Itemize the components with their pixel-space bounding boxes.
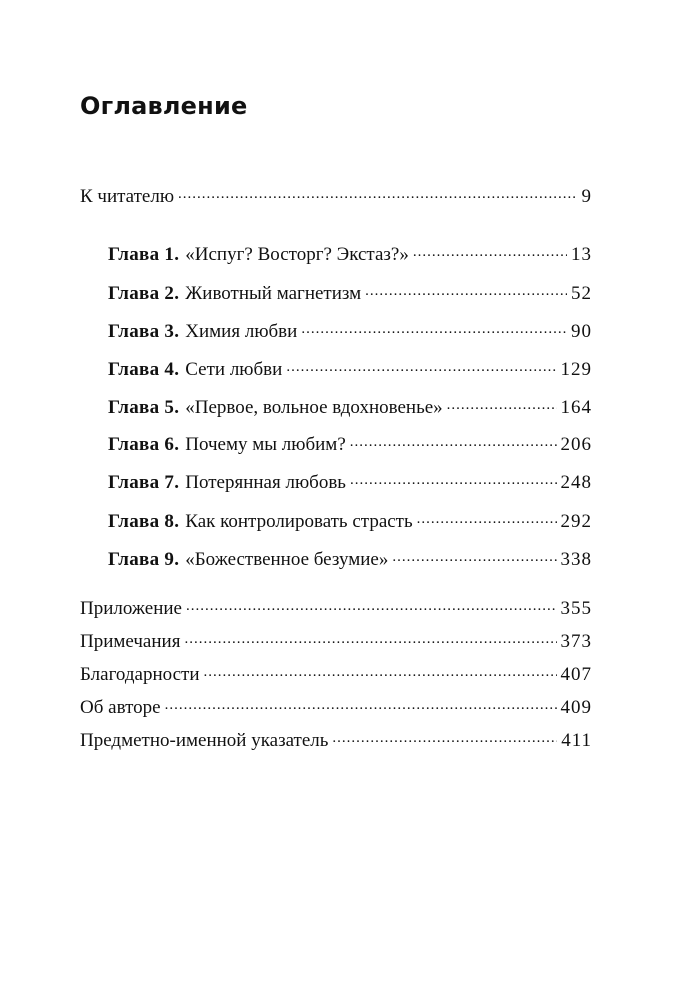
toc-entry-page: 90: [571, 321, 592, 342]
toc-entry-page: 411: [561, 730, 592, 751]
toc-entry-page: 407: [560, 664, 592, 685]
toc-entry-title: Как контролировать страсть: [185, 511, 413, 532]
toc-entry-title: «Испуг? Восторг? Экстаз?»: [185, 244, 409, 265]
dot-leader: [417, 508, 557, 527]
dot-leader: [413, 241, 567, 260]
dot-leader: [186, 595, 557, 614]
toc-entry-title: Благодарности: [80, 664, 200, 685]
toc-entry-chapter-3[interactable]: [108, 318, 592, 344]
dot-leader: [350, 469, 557, 488]
toc-entry-chapter-7[interactable]: [108, 469, 592, 495]
toc-entry-chapter-5[interactable]: [108, 394, 592, 420]
toc-entry-title: Примечания: [80, 631, 181, 652]
toc-entry-title: К читателю: [80, 186, 175, 207]
dot-leader: [301, 318, 567, 337]
chapter-label: Глава 3.: [108, 321, 180, 342]
toc-entry-page: 373: [560, 631, 592, 652]
toc-entry-title: Химия любви: [185, 321, 298, 342]
dot-leader: [350, 431, 557, 450]
toc-entry-page: 129: [560, 359, 592, 380]
toc-entry-title: Предметно-именной указатель: [80, 730, 329, 751]
chapter-label: Глава 9.: [108, 549, 180, 570]
toc-entry-chapter-6[interactable]: [108, 431, 592, 457]
toc-entry-page: 409: [560, 697, 592, 718]
dot-leader: [165, 694, 557, 713]
chapter-label: Глава 7.: [108, 472, 180, 493]
toc-entry-title: «Божественное безумие»: [185, 549, 389, 570]
toc-entry-page: 355: [560, 598, 592, 619]
toc-entry-about-author[interactable]: [80, 694, 592, 720]
toc-entry-page: 206: [560, 434, 592, 455]
toc-entry-chapter-9[interactable]: [108, 546, 592, 572]
toc-entry-chapter-4[interactable]: [108, 356, 592, 382]
toc-entry-page: 338: [560, 549, 592, 570]
dot-leader: [365, 280, 567, 299]
page-title: Оглавление: [80, 92, 248, 120]
toc-entry-page: 292: [560, 511, 592, 532]
chapter-label: Глава 8.: [108, 511, 180, 532]
dot-leader: [447, 394, 557, 413]
toc-entry-title: Животный магнетизм: [185, 283, 362, 304]
toc-entry-page: 164: [560, 397, 592, 418]
chapter-label: Глава 5.: [108, 397, 180, 418]
toc-entry-acknowledgements[interactable]: [80, 661, 592, 687]
toc-entry-title: «Первое, вольное вдохновенье»: [185, 397, 443, 418]
chapter-label: Глава 2.: [108, 283, 180, 304]
chapter-label: Глава 1.: [108, 244, 180, 265]
dot-leader: [184, 628, 556, 647]
toc-entry-chapter-2[interactable]: [108, 280, 592, 306]
dot-leader: [332, 727, 557, 746]
toc-entry-page: 52: [571, 283, 592, 304]
toc-entry-title: Об авторе: [80, 697, 161, 718]
toc-entry-index[interactable]: [80, 727, 592, 753]
toc-entry-chapter-1[interactable]: [108, 241, 592, 267]
toc-entry-title: Потерянная любовь: [185, 472, 346, 493]
toc-entry-page: 9: [581, 186, 592, 207]
toc-entry-title: Приложение: [80, 598, 182, 619]
toc-entry-notes[interactable]: [80, 628, 592, 654]
chapter-label: Глава 4.: [108, 359, 180, 380]
toc-entry-title: Сети любви: [185, 359, 283, 380]
dot-leader: [286, 356, 556, 375]
dot-leader: [392, 546, 556, 565]
toc-entry-title: Почему мы любим?: [185, 434, 346, 455]
dot-leader: [204, 661, 557, 680]
toc-entry-page: 248: [560, 472, 592, 493]
toc-entry-to-reader[interactable]: [80, 183, 592, 209]
dot-leader: [178, 183, 577, 202]
chapter-label: Глава 6.: [108, 434, 180, 455]
toc-entry-chapter-8[interactable]: [108, 508, 592, 534]
toc-entry-appendix[interactable]: [80, 595, 592, 621]
toc-entry-page: 13: [571, 244, 592, 265]
